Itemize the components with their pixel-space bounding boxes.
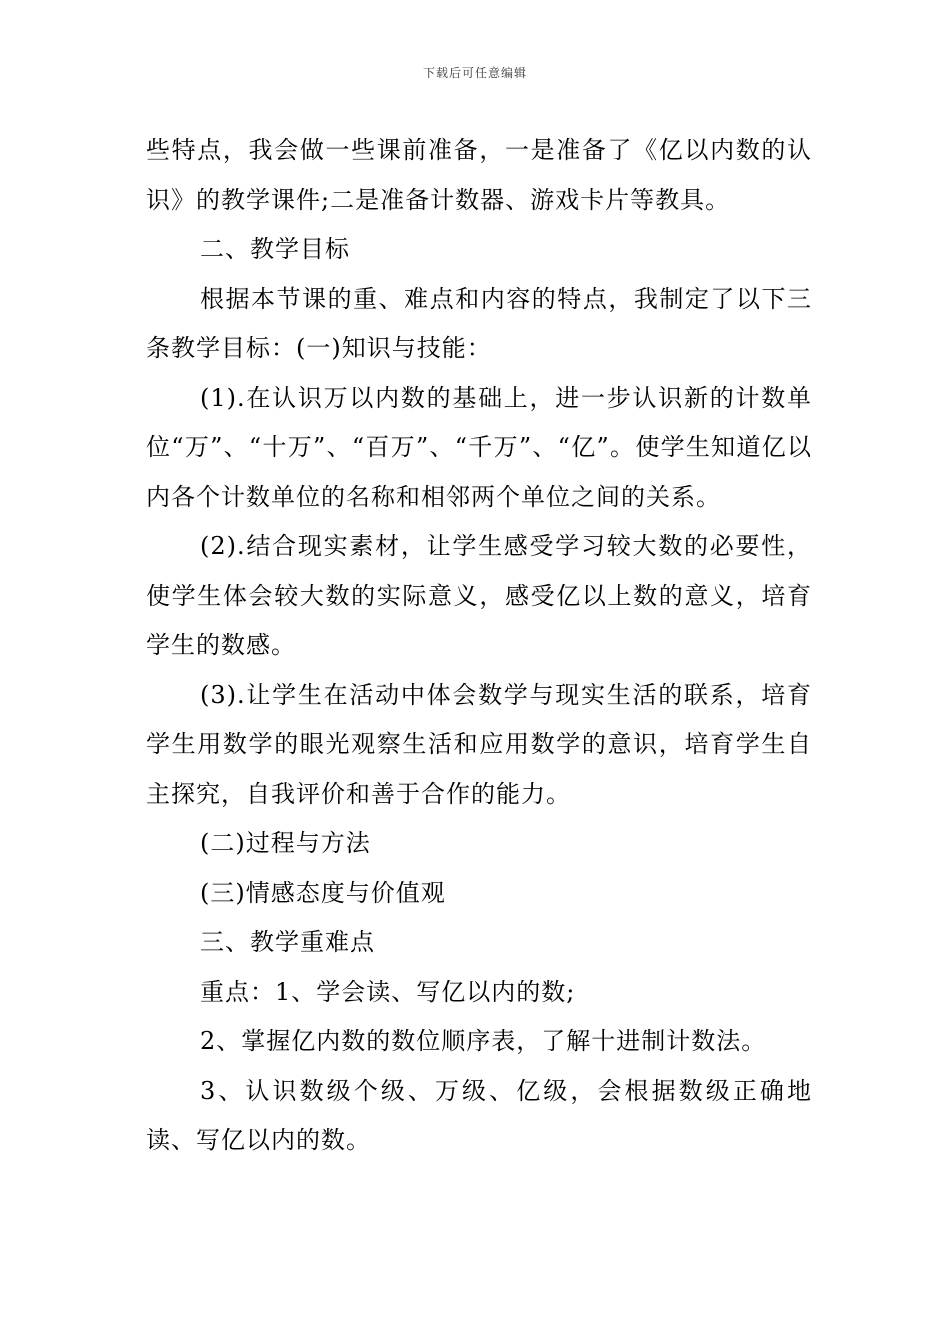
subheading-emotion-values: (三)情感态度与价值观 [200, 878, 446, 907]
section-heading-key-points: 三、教学重难点 [200, 928, 375, 956]
key-point-3: 3、认识数级个级、万级、亿级，会根据数级正确地读、写亿以内的数。 [146, 1076, 812, 1154]
paragraph-goals-intro: 根据本节课的重、难点和内容的特点，我制定了以下三条教学目标：(一)知识与技能： [146, 284, 812, 362]
paragraph-goal-2: (2).结合现实素材，让学生感受学习较大数的必要性，使学生体会较大数的实际意义，感受亿以上数的意义，培育学生的数感。 [146, 532, 812, 659]
key-point-2: 2、掌握亿内数的数位顺序表，了解十进制计数法。 [200, 1027, 767, 1055]
page-header: 下载后可任意编辑 [422, 66, 527, 80]
paragraph-goal-3: (3).让学生在活动中体会数学与现实生活的联系，培育学生用数学的眼光观察生活和应用数学的意识，培育学生自主探究，自我评价和善于合作的能力。 [146, 680, 812, 808]
paragraph-1: 些特点，我会做一些课前准备，一是准备了《亿以内数的认识》的教学课件;二是准备计数器、游戏卡片等教具。 [146, 136, 812, 214]
document-body [146, 126, 812, 1166]
subheading-process-method: (二)过程与方法 [200, 829, 371, 857]
paragraph-goal-1: (1).在认识万以内数的基础上，进一步认识新的计数单位“万”、“十万”、“百万”、“千万”、“亿”。使学生知道亿以内各个计数单位的名称和相邻两个单位之间的关系。 [146, 383, 812, 511]
section-heading-teaching-goals: 二、教学目标 [200, 235, 350, 263]
key-point-1: 重点：1、学会读、写亿以内的数; [200, 977, 576, 1006]
